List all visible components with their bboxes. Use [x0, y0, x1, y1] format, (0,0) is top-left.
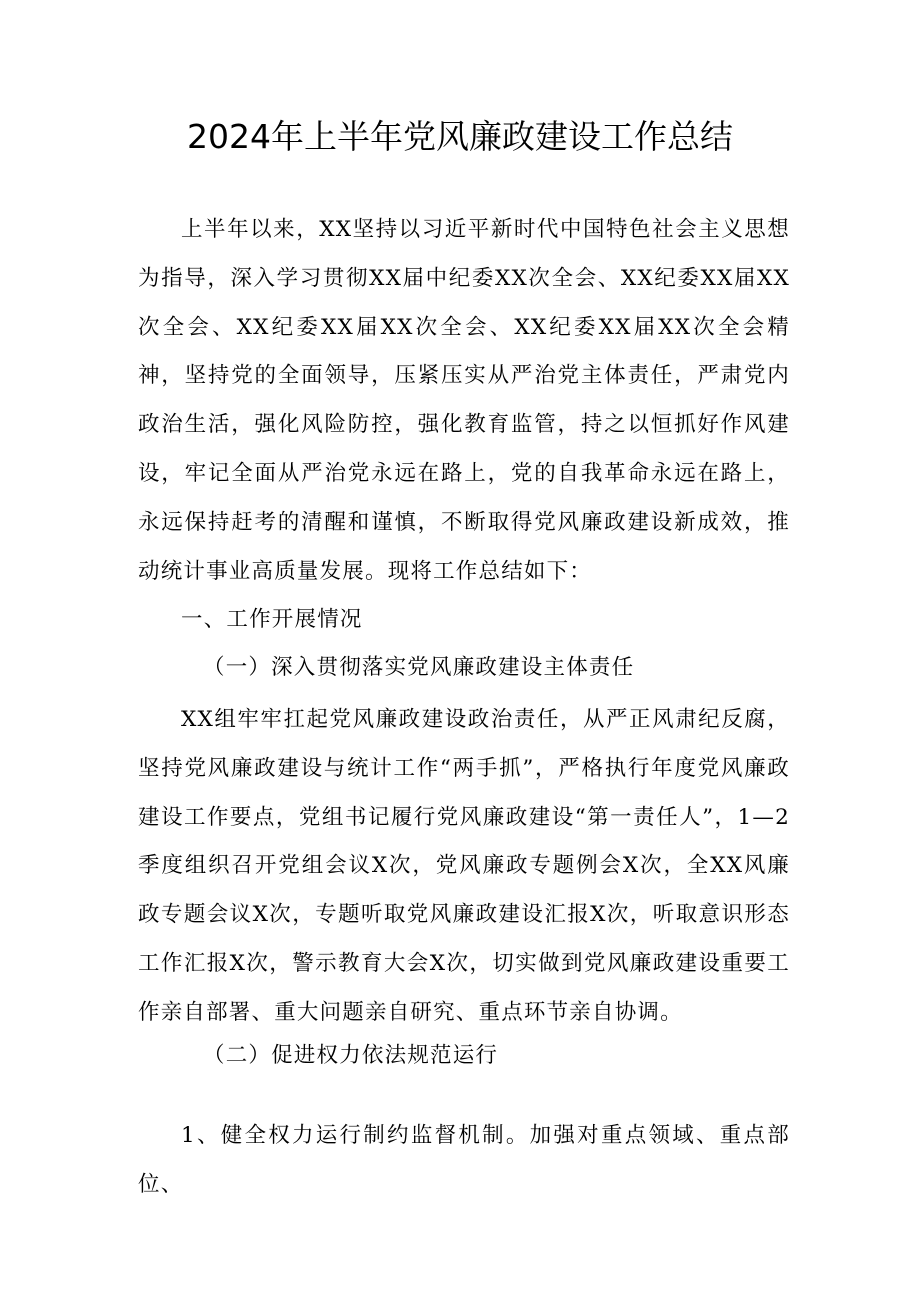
intro-paragraph: 上半年以来，XX坚持以习近平新时代中国特色社会主义思想为指导，深入学习贯彻XX届中纪委XX次全会、XX纪委XX届XX次全会、XX纪委XX届XX次全会、XX纪委XX届XX次全会精神，坚持党的全面领导，压紧压实从严治党主体责任，严肃党内政治生活，强化风险防控，强化教育监管，持之以恒抓好作风建设，牢记全面从严治党永远在路上，党的自我革命永远在路上，永远保持赶考的清醒和谨慎，不断取得党风廉政建设新成效，推动统计事业高质量发展。现将工作总结如下：	[138, 217, 790, 584]
subsection-paragraph-main-responsibility: XX组牢牢扛起党风廉政建设政治责任，从严正风肃纪反腐，坚持党风廉政建设与统计工作“两手抓”，严格执行年度党风廉政建设工作要点，党组书记履行党风廉政建设“第一责任人”，1—2季度组织召开党组会议X次，党风廉政专题例会X次，全XX风廉政专题会议X次，专题听取党风廉政建设汇报X次，听取意识形态工作汇报X次，警示教育大会X次，切实做到党风廉政建设重要工作亲自部署、重大问题亲自研究、重点环节亲自协调。	[138, 707, 790, 1025]
document-title: 2024年上半年党风廉政建设工作总结	[187, 117, 733, 156]
section-heading-work-status: 一、工作开展情况	[181, 607, 363, 632]
subsection-heading-main-responsibility: （一）深入贯彻落实党风廉政建设主体责任	[203, 655, 635, 680]
item-paragraph-supervision-mechanism: 1、健全权力运行制约监督机制。加强对重点领域、重点部位、	[138, 1123, 790, 1197]
subsection-heading-power-operation: （二）促进权力依法规范运行	[203, 1043, 499, 1068]
